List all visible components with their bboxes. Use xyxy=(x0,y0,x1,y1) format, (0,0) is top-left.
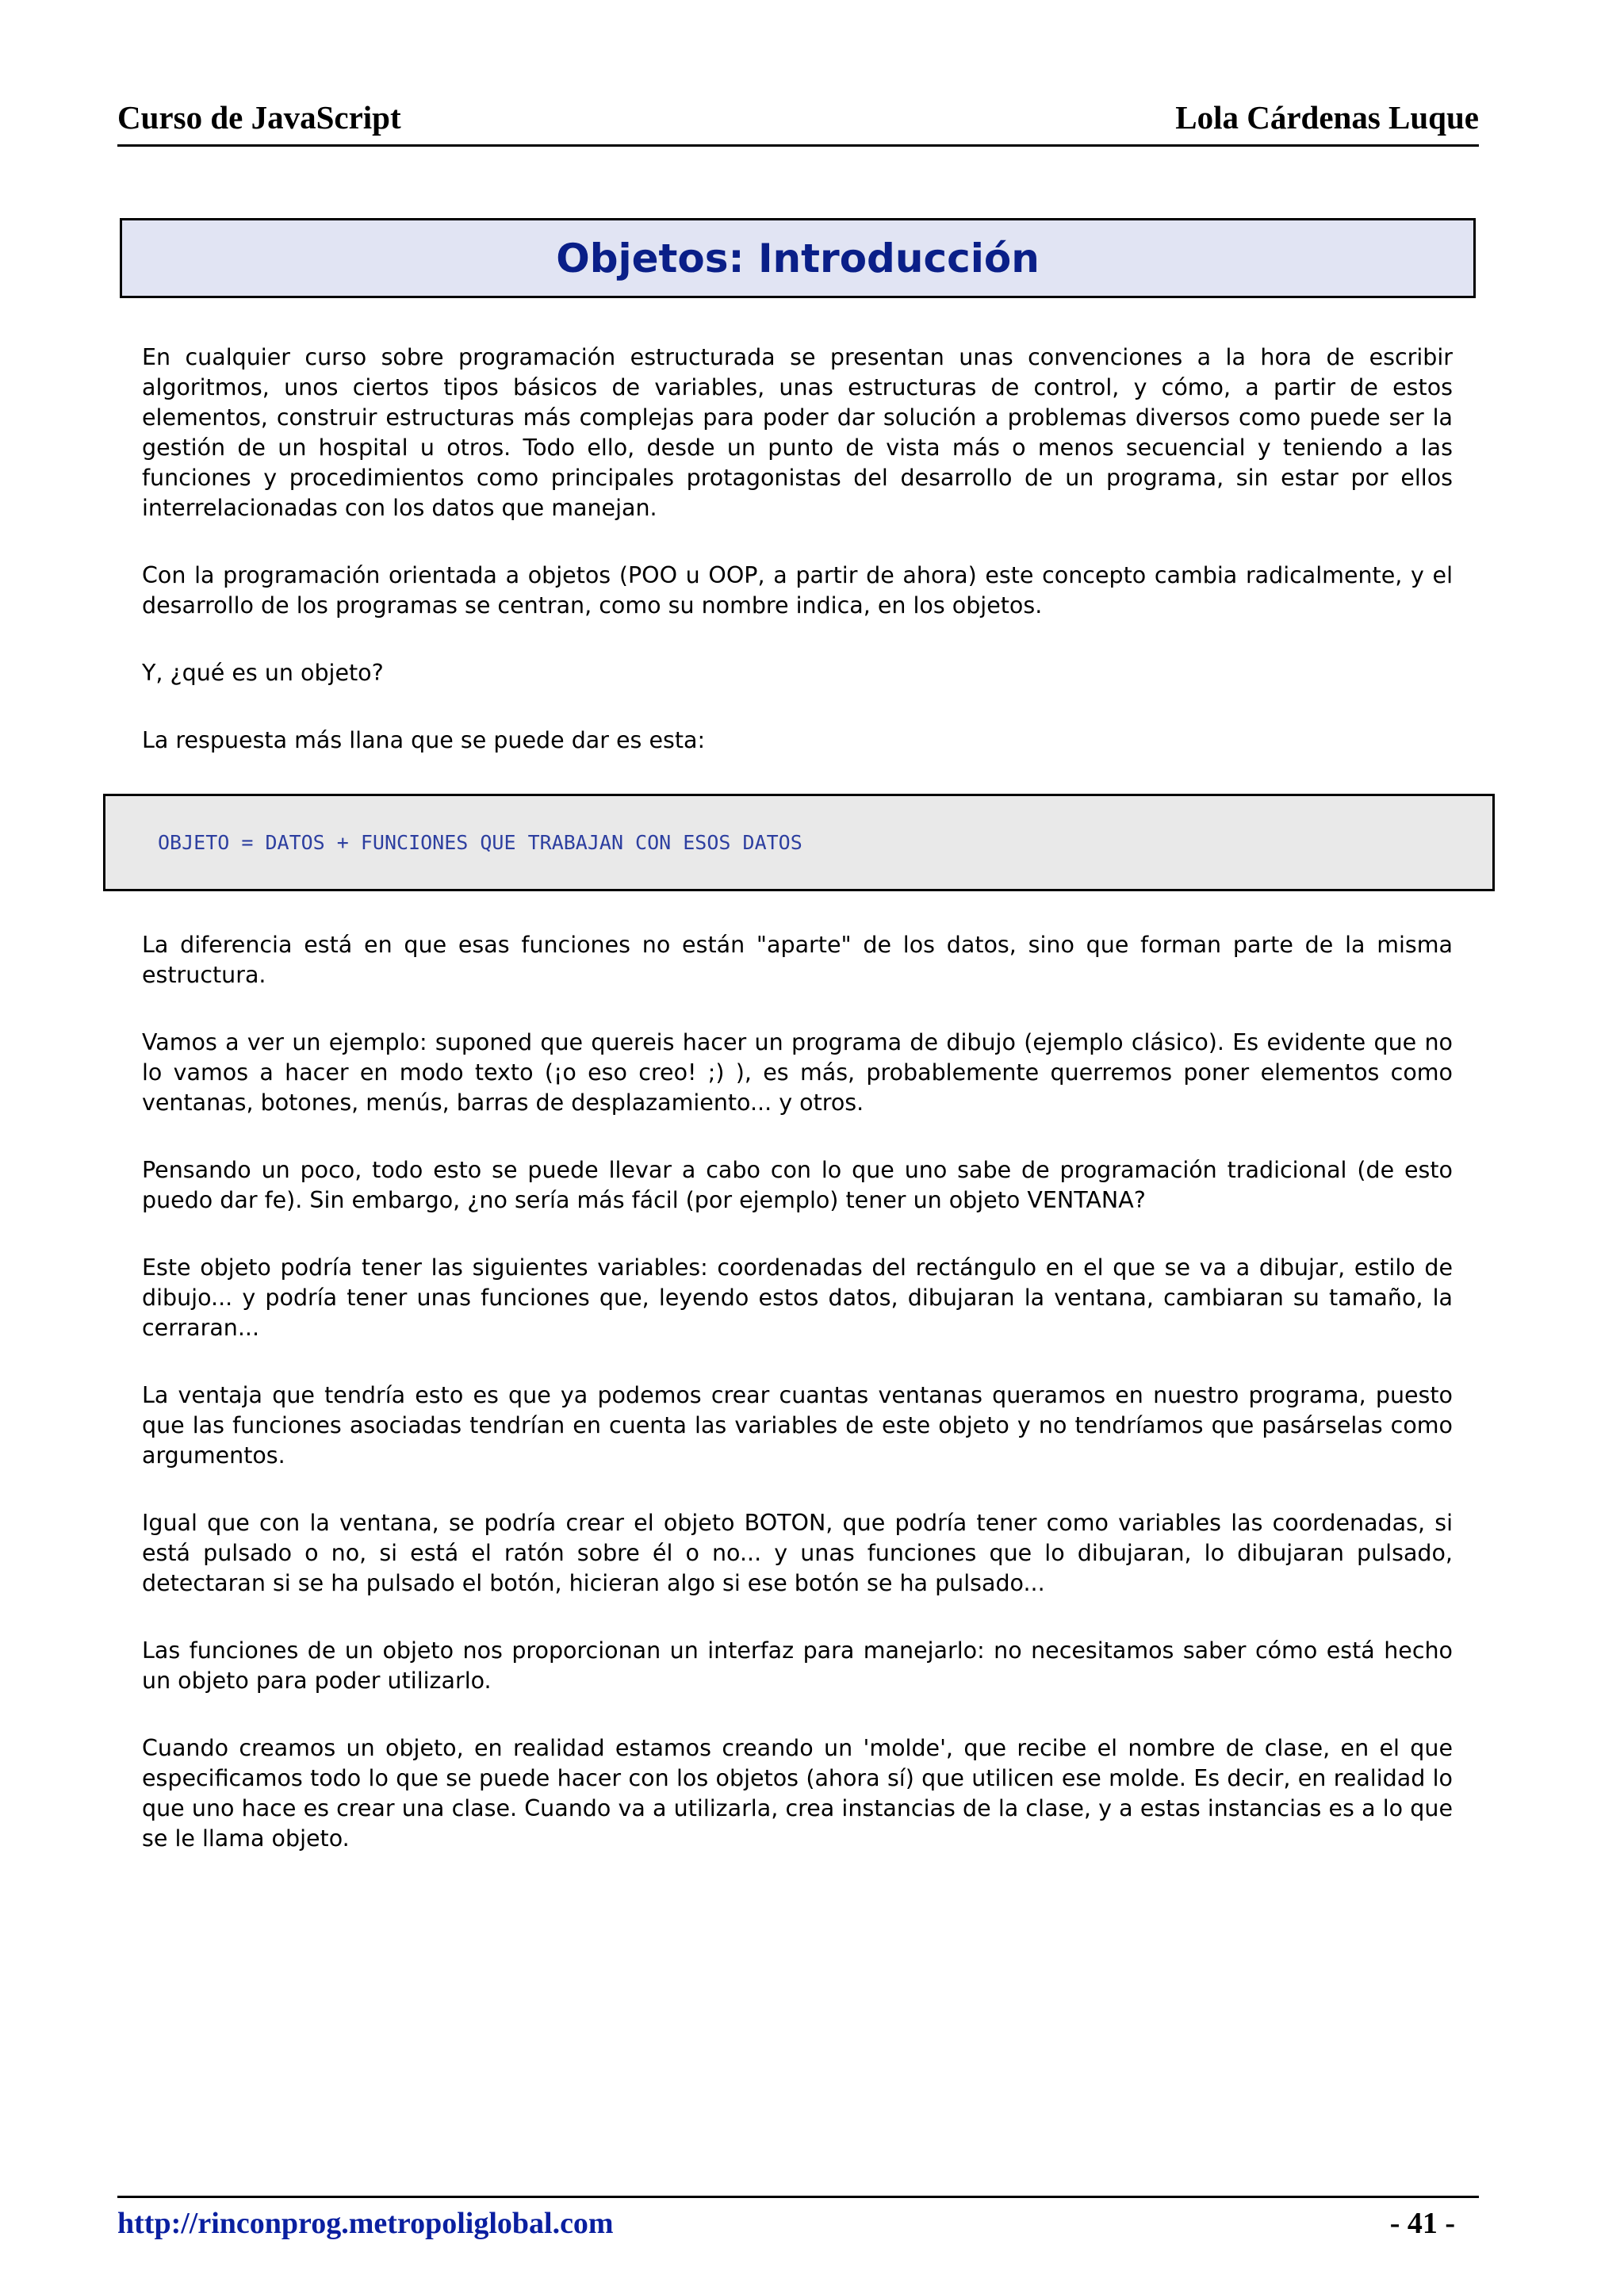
paragraph: Pensando un poco, todo esto se puede llevar a cabo con lo que uno sabe de programación tradicional (de esto puedo dar fe). Sin embargo, ¿no sería más fácil (por ejemplo) tener un objeto VENTANA? xyxy=(142,1157,1453,1213)
paragraph: Y, ¿qué es un objeto? xyxy=(142,660,384,686)
paragraph: Cuando creamos un objeto, en realidad estamos creando un 'molde', que recibe el nombre de clase, en el que especificamos todo lo que se puede hacer con los objetos (ahora sí) que utilicen ese molde. Es decir, en realidad lo que uno hace es crear una clase. Cuando va a utilizarla, crea instancias de la clase, y a estas instancias es a lo que se le llama objeto. xyxy=(142,1735,1453,1852)
header-author: Lola Cárdenas Luque xyxy=(1175,99,1479,136)
body-bottom xyxy=(142,930,1453,1891)
header-divider xyxy=(117,144,1479,147)
paragraph: Vamos a ver un ejemplo: suponed que quereis hacer un programa de dibujo (ejemplo clásico). Es evidente que no lo vamos a hacer en modo texto (¡o eso creo! ;) ), es más, probablemente querremos poner elementos como ventanas, botones, menús, barras de desplazamiento... y otros. xyxy=(142,1029,1453,1116)
footer-website-link[interactable]: http://rinconprog.metropoliglobal.com xyxy=(117,2207,614,2240)
paragraph: En cualquier curso sobre programación estructurada se presentan unas convenciones a la hora de escribir algoritmos, unos ciertos tipos básicos de variables, unas estructuras de control, y cómo, a partir de estos elementos, construir estructuras más complejas para poder dar solución a problemas diversos como puede ser la gestión de un hospital u otros. Todo ello, desde un punto de vista más o menos secuencial y teniendo a las funciones y procedimientos como principales protagonistas del desarrollo de un programa, sin estar por ellos interrelacionadas con los datos que manejan. xyxy=(142,344,1453,521)
section-title: Objetos: Introducción xyxy=(556,235,1040,281)
footer-divider xyxy=(117,2196,1479,2198)
paragraph: Igual que con la ventana, se podría crear el objeto BOTON, que podría tener como variables las coordenadas, si está pulsado o no, si está el ratón sobre él o no... y unas funciones que lo dibujaran, lo dibujaran pulsado, detectaran si se ha pulsado el botón, hicieran algo si ese botón se ha pulsado... xyxy=(142,1510,1453,1596)
paragraph: La diferencia está en que esas funciones no están "aparte" de los datos, sino que forman parte de la misma estructura. xyxy=(142,932,1453,988)
page-number: - 41 - xyxy=(1389,2207,1455,2240)
paragraph: La respuesta más llana que se puede dar es esta: xyxy=(142,727,706,753)
paragraph: Este objeto podría tener las siguientes variables: coordenadas del rectángulo en el que se va a dibujar, estilo de dibujo... y podría tener unas funciones que, leyendo estos datos, dibujaran la ventana, cambiaran su tamaño, la cerraran... xyxy=(142,1254,1453,1341)
code-line: OBJETO = DATOS + FUNCIONES QUE TRABAJAN CON ESOS DATOS xyxy=(158,831,802,854)
body-top xyxy=(142,343,1453,793)
paragraph: Las funciones de un objeto nos proporcionan un interfaz para manejarlo: no necesitamos saber cómo está hecho un objeto para poder utilizarlo. xyxy=(142,1637,1453,1694)
paragraph: La ventaja que tendría esto es que ya podemos crear cuantas ventanas queramos en nuestro programa, puesto que las funciones asociadas tendrían en cuenta las variables de este objeto y no tendríamos que pasárselas como argumentos. xyxy=(142,1382,1453,1469)
paragraph: Con la programación orientada a objetos (POO u OOP, a partir de ahora) este concepto cambia radicalmente, y el desarrollo de los programas se centran, como su nombre indica, en los objetos. xyxy=(142,562,1453,618)
header-course-title: Curso de JavaScript xyxy=(117,99,401,136)
code-block xyxy=(103,794,1495,891)
section-title-box xyxy=(120,218,1476,298)
